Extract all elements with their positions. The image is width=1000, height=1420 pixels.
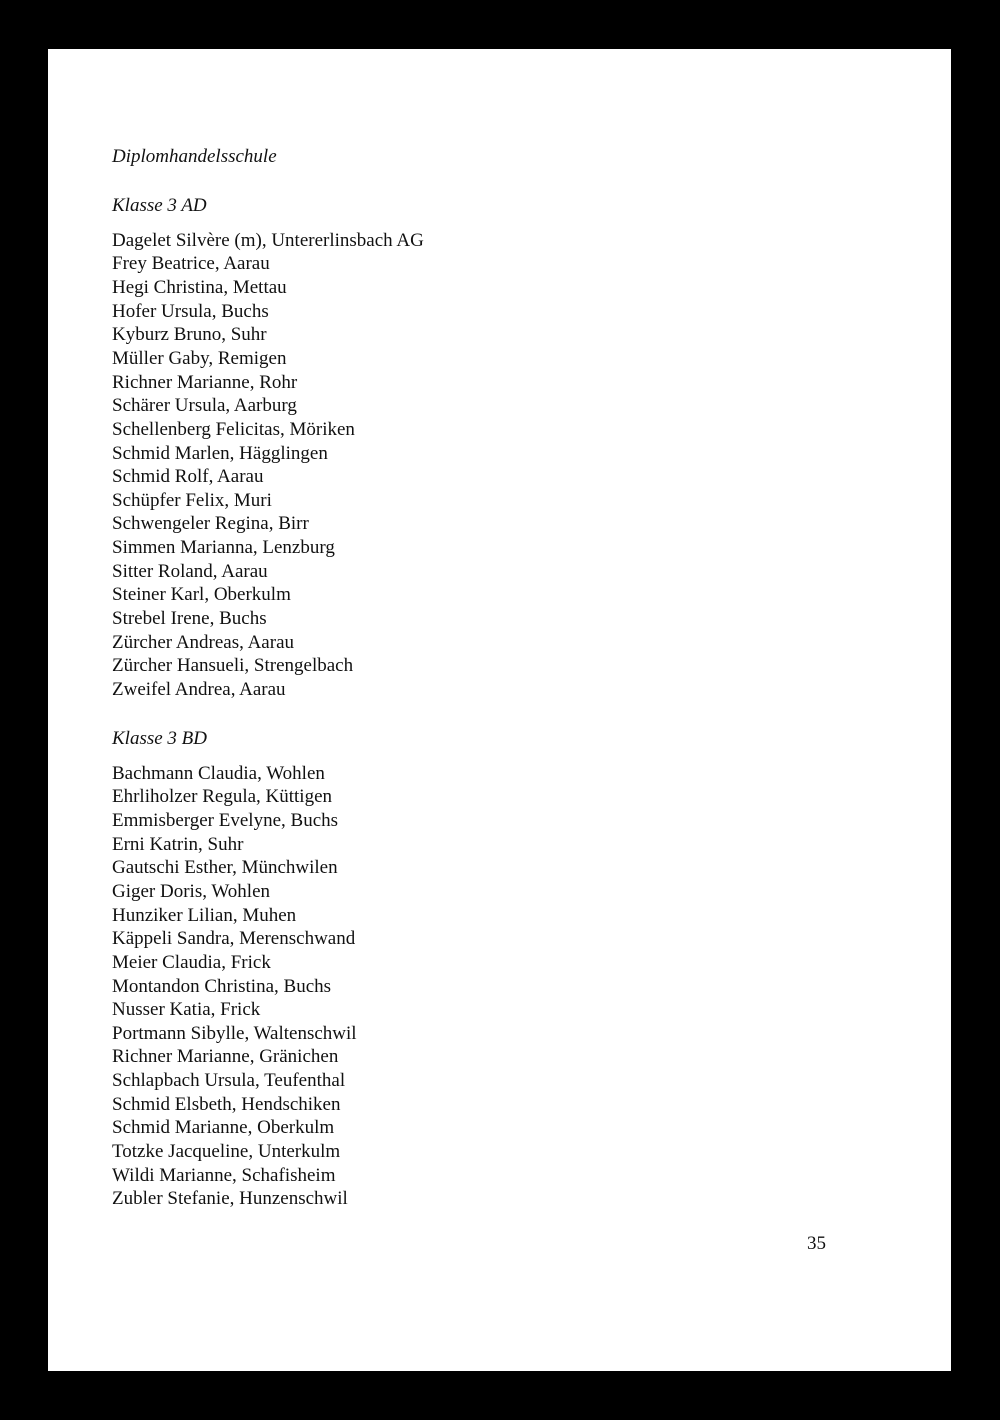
list-item: Portmann Sibylle, Waltenschwil — [112, 1022, 357, 1044]
list-item: Schmid Marianne, Oberkulm — [112, 1117, 335, 1139]
list-item: Gautschi Esther, Münchwilen — [112, 857, 338, 879]
list-item: Richner Marianne, Rohr — [112, 371, 298, 393]
page-number: 35 — [807, 1233, 826, 1254]
list-item: Schmid Marlen, Hägglingen — [112, 442, 328, 464]
student-list — [112, 762, 357, 1211]
class-section-3ad — [112, 194, 424, 702]
list-item: Wildi Marianne, Schafisheim — [112, 1164, 336, 1186]
list-item: Zweifel Andrea, Aarau — [112, 679, 286, 701]
list-item: Schwengeler Regina, Birr — [112, 513, 309, 535]
list-item: Montandon Christina, Buchs — [112, 975, 332, 997]
list-item: Schmid Elsbeth, Hendschiken — [112, 1093, 341, 1115]
list-item: Schmid Rolf, Aarau — [112, 466, 264, 488]
list-item: Hegi Christina, Mettau — [112, 276, 287, 298]
list-item: Steiner Karl, Oberkulm — [112, 584, 291, 606]
list-item: Ehrliholzer Regula, Küttigen — [112, 786, 333, 808]
list-item: Richner Marianne, Gränichen — [112, 1046, 339, 1068]
class-section-3bd — [112, 727, 357, 1211]
list-item: Dagelet Silvère (m), Untererlinsbach AG — [112, 229, 424, 251]
class-title: Klasse 3 AD — [112, 195, 207, 216]
class-title: Klasse 3 BD — [112, 728, 207, 749]
list-item: Kyburz Bruno, Suhr — [112, 324, 267, 346]
list-item: Strebel Irene, Buchs — [112, 608, 267, 630]
list-item: Erni Katrin, Suhr — [112, 833, 244, 855]
list-item: Totzke Jacqueline, Unterkulm — [112, 1141, 341, 1163]
list-item: Müller Gaby, Remigen — [112, 347, 287, 369]
list-item: Schüpfer Felix, Muri — [112, 489, 272, 511]
list-item: Schärer Ursula, Aarburg — [112, 395, 297, 417]
list-item: Simmen Marianna, Lenzburg — [112, 537, 335, 559]
list-item: Zürcher Hansueli, Strengelbach — [112, 655, 354, 677]
list-item: Frey Beatrice, Aarau — [112, 253, 270, 275]
list-item: Emmisberger Evelyne, Buchs — [112, 809, 339, 831]
list-item: Sitter Roland, Aarau — [112, 560, 268, 582]
list-item: Zürcher Andreas, Aarau — [112, 631, 295, 653]
list-item: Schlapbach Ursula, Teufenthal — [112, 1070, 346, 1092]
list-item: Bachmann Claudia, Wohlen — [112, 762, 325, 784]
list-item: Käppeli Sandra, Merenschwand — [112, 928, 356, 950]
list-item: Giger Doris, Wohlen — [112, 880, 271, 902]
student-list — [112, 229, 424, 702]
list-item: Hunziker Lilian, Muhen — [112, 904, 297, 926]
list-item: Zubler Stefanie, Hunzenschwil — [112, 1188, 348, 1210]
school-heading: Diplomhandelsschule — [112, 146, 277, 167]
list-item: Meier Claudia, Frick — [112, 951, 271, 973]
list-item: Schellenberg Felicitas, Möriken — [112, 418, 355, 440]
list-item: Hofer Ursula, Buchs — [112, 300, 269, 322]
list-item: Nusser Katia, Frick — [112, 999, 261, 1021]
document-page — [48, 49, 951, 1371]
